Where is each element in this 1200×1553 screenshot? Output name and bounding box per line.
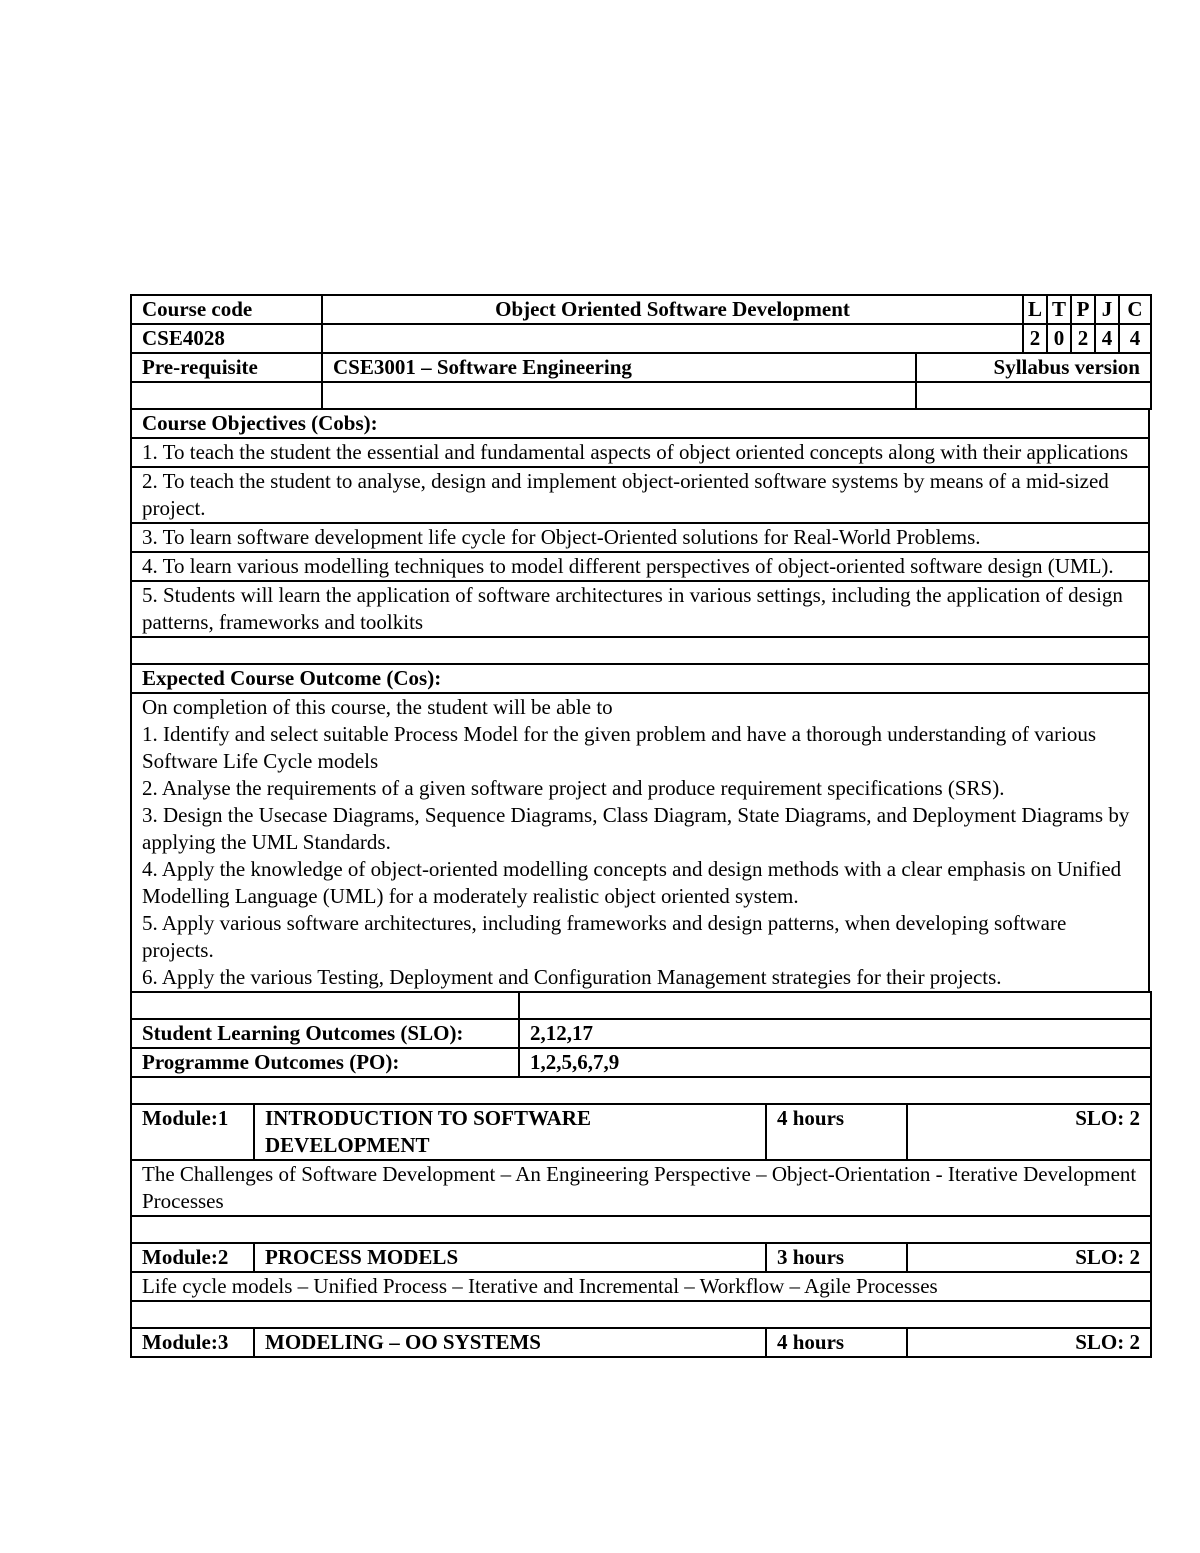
blank-row <box>131 1077 1151 1104</box>
module-2-title: PROCESS MODELS <box>254 1243 766 1272</box>
blank-cell <box>131 992 519 1019</box>
module-3-slo: SLO: 2 <box>907 1328 1151 1357</box>
module-1-title: INTRODUCTION TO SOFTWARE DEVELOPMENT <box>254 1104 766 1160</box>
objective-item: 2. To teach the student to analyse, design and implement object-oriented software systems by means of a mid-sized project. <box>131 467 1149 523</box>
outcomes-list <box>131 693 1149 992</box>
course-title-cell: Object Oriented Software Development <box>322 295 1023 324</box>
ltpjc-value-l: 2 <box>1023 324 1047 353</box>
blank-cell-3 <box>916 382 1151 409</box>
syllabus-sheet <box>130 292 1150 1358</box>
modules-table <box>130 1076 1152 1358</box>
outcome-item: 1. Identify and select suitable Process Model for the given problem and have a thorough understanding of various Software Life Cycle models <box>142 722 1097 773</box>
blank-cell-1 <box>131 382 322 409</box>
module-1-hours: 4 hours <box>766 1104 907 1160</box>
ltpjc-header-c: C <box>1119 295 1151 324</box>
slo-po-table <box>130 991 1152 1078</box>
objective-item: 5. Students will learn the application of software architectures in various settings, including the application of design patterns, frameworks and toolkits <box>131 581 1149 637</box>
outcome-item: 4. Apply the knowledge of object-oriented modelling concepts and design methods with a clear emphasis on Unified Modelling Language (UML) for a moderately realistic object oriented system. <box>142 857 1122 908</box>
outcome-item: 5. Apply various software architectures, including frameworks and design patterns, when developing software projects. <box>142 911 1067 962</box>
blank-row <box>131 1216 1151 1243</box>
ltpjc-header-l: L <box>1023 295 1047 324</box>
blank-row <box>131 637 1149 664</box>
module-1-label: Module:1 <box>131 1104 254 1160</box>
blank-cell <box>519 992 1151 1019</box>
outcome-item: 3. Design the Usecase Diagrams, Sequence Diagrams, Class Diagram, State Diagrams, and Deployment Diagrams by applying the UML Standards. <box>142 803 1130 854</box>
course-code-label-cell: Course code <box>131 295 322 324</box>
slo-value: 2,12,17 <box>519 1019 1151 1048</box>
module-1-slo: SLO: 2 <box>907 1104 1151 1160</box>
ltpjc-header-j: J <box>1095 295 1119 324</box>
outcomes-title: Expected Course Outcome (Cos): <box>131 664 1149 693</box>
module-1-content: The Challenges of Software Development – An Engineering Perspective – Object-Orientation - Iterative Development Processes <box>131 1160 1151 1216</box>
ltpjc-value-t: 0 <box>1047 324 1071 353</box>
module-3-title: MODELING – OO SYSTEMS <box>254 1328 766 1357</box>
blank-cell-2 <box>322 382 916 409</box>
main-header-table <box>130 294 1152 410</box>
objective-item: 4. To learn various modelling techniques to model different perspectives of object-oriented software design (UML). <box>131 552 1149 581</box>
slo-label: Student Learning Outcomes (SLO): <box>131 1019 519 1048</box>
po-label: Programme Outcomes (PO): <box>131 1048 519 1077</box>
outcome-item: 6. Apply the various Testing, Deployment and Configuration Management strategies for their projects. <box>142 965 1002 989</box>
objectives-table <box>130 408 1150 993</box>
objective-item: 3. To learn software development life cycle for Object-Oriented solutions for Real-World Problems. <box>131 523 1149 552</box>
outcomes-intro: On completion of this course, the student will be able to <box>142 695 613 719</box>
po-value: 1,2,5,6,7,9 <box>519 1048 1151 1077</box>
ltpjc-header-t: T <box>1047 295 1071 324</box>
module-2-slo: SLO: 2 <box>907 1243 1151 1272</box>
prereq-label: Pre-requisite <box>131 353 322 382</box>
module-3-hours: 4 hours <box>766 1328 907 1357</box>
prereq-value: CSE3001 – Software Engineering <box>322 353 916 382</box>
objective-item: 1. To teach the student the essential and fundamental aspects of object oriented concepts along with their applications <box>131 438 1149 467</box>
module-2-hours: 3 hours <box>766 1243 907 1272</box>
module-2-label: Module:2 <box>131 1243 254 1272</box>
course-code-blank <box>322 324 1023 353</box>
ltpjc-header-p: P <box>1071 295 1095 324</box>
course-code-value: CSE4028 <box>131 324 322 353</box>
objectives-title: Course Objectives (Cobs): <box>131 409 1149 438</box>
outcome-item: 2. Analyse the requirements of a given software project and produce requirement specifications (SRS). <box>142 776 1005 800</box>
ltpjc-value-p: 2 <box>1071 324 1095 353</box>
syllabus-version-label: Syllabus version <box>916 353 1151 382</box>
ltpjc-value-j: 4 <box>1095 324 1119 353</box>
blank-row <box>131 1301 1151 1328</box>
module-3-label: Module:3 <box>131 1328 254 1357</box>
module-2-content: Life cycle models – Unified Process – Iterative and Incremental – Workflow – Agile Processes <box>131 1272 1151 1301</box>
ltpjc-value-c: 4 <box>1119 324 1151 353</box>
